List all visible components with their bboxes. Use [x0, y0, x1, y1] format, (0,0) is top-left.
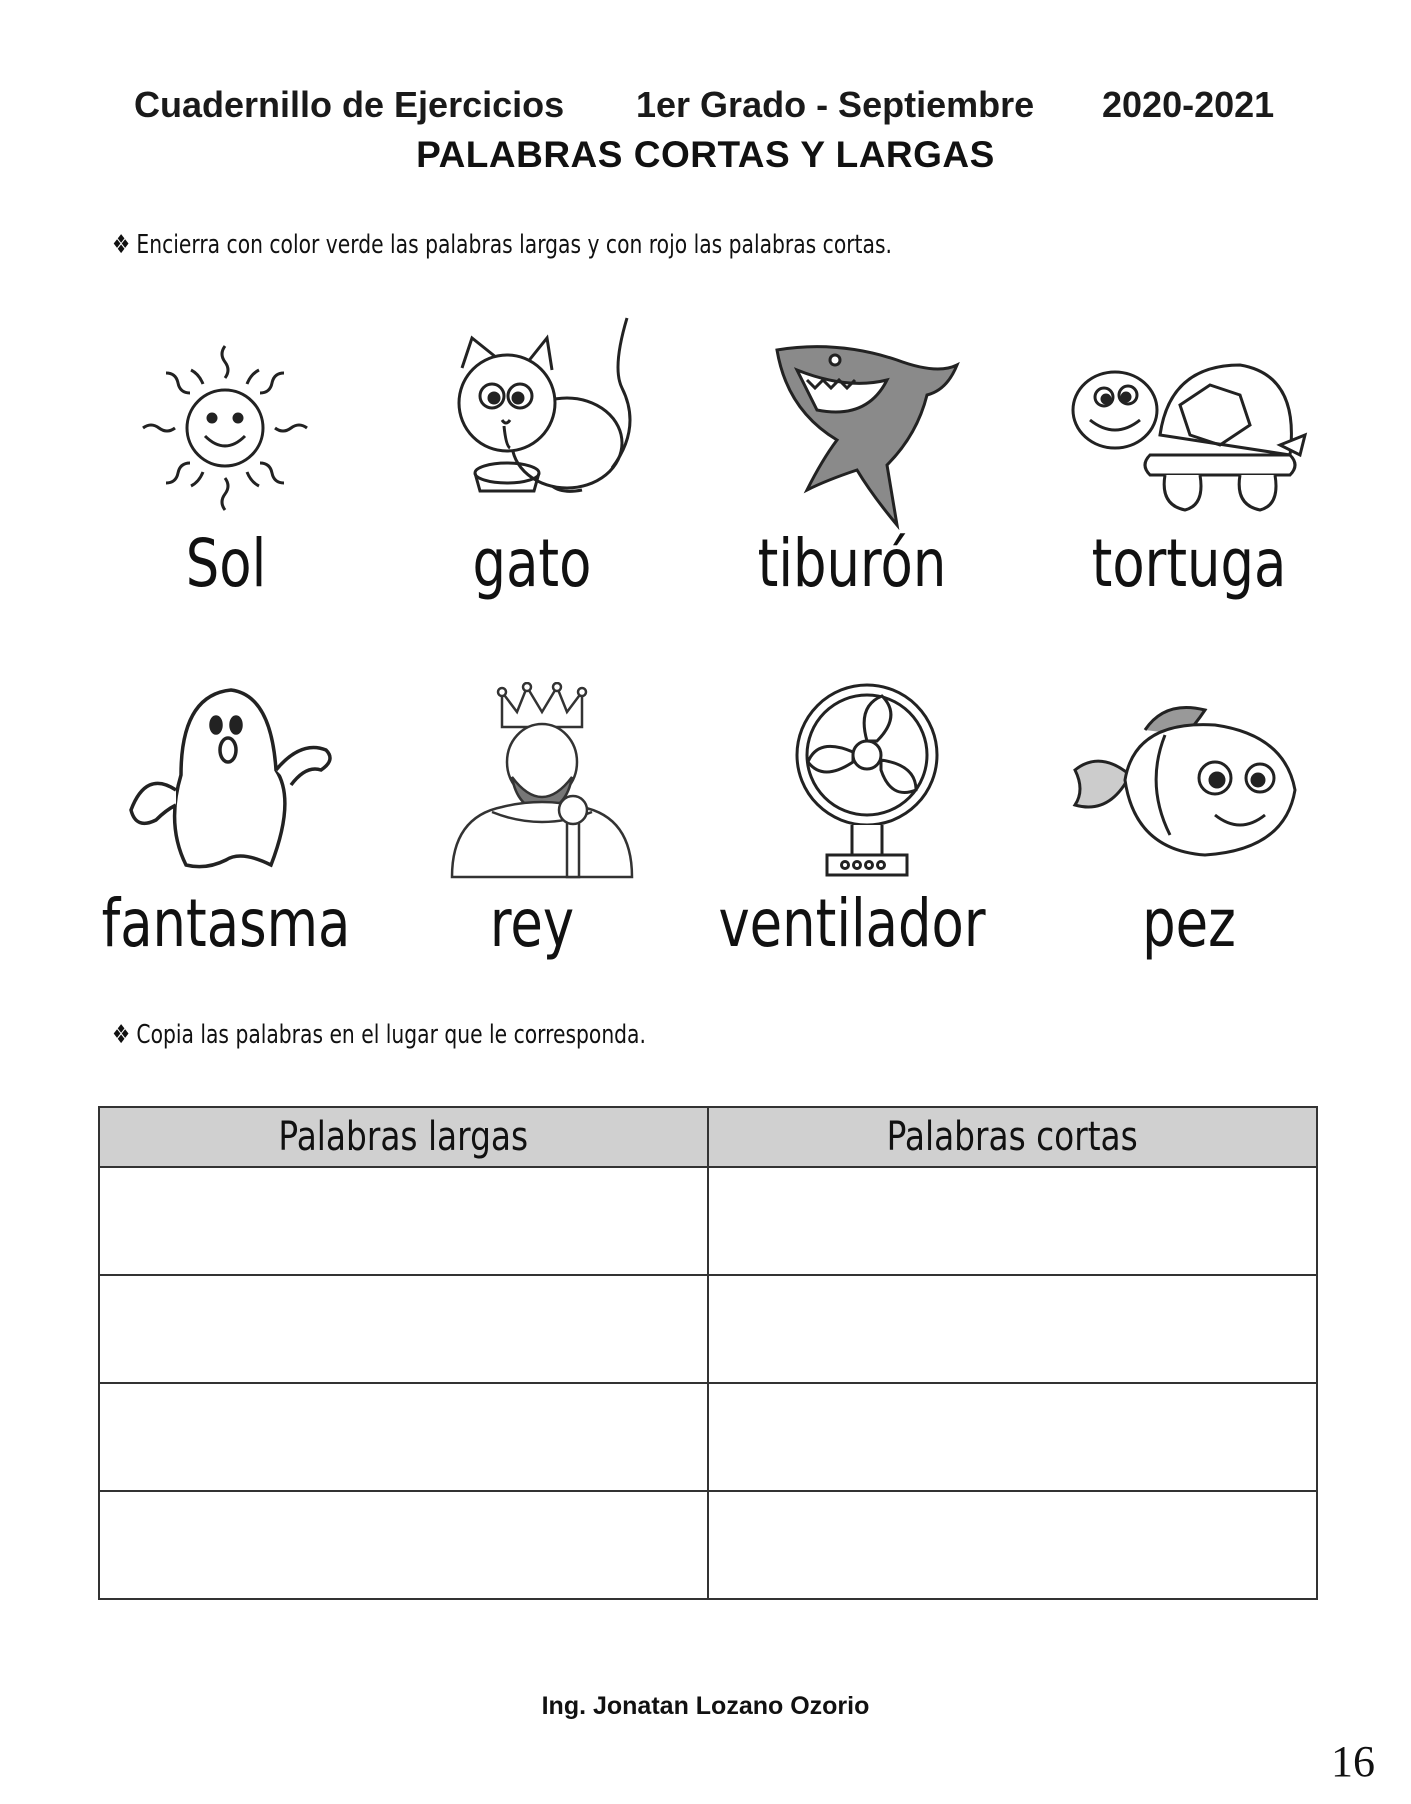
cat-icon: [432, 308, 652, 518]
table-row: [99, 1383, 1317, 1491]
short-word-cell[interactable]: [708, 1167, 1317, 1275]
short-word-cell[interactable]: [708, 1275, 1317, 1383]
instruction-2-text: Copia las palabras en el lugar que le corresponda.: [136, 1020, 646, 1050]
header-long-words-label: Palabras largas: [278, 1114, 529, 1160]
turtle-picture: [1040, 355, 1340, 525]
long-word-cell[interactable]: [99, 1491, 708, 1599]
shark-picture: [717, 330, 1017, 530]
sun-icon: [115, 338, 335, 518]
fish-icon: [1065, 700, 1305, 880]
word-sol: Sol: [185, 525, 267, 602]
cat-picture: [392, 308, 692, 518]
word-fantasma: fantasma: [101, 885, 351, 962]
word-gato: gato: [472, 525, 592, 602]
instruction-1-text: Encierra con color verde las palabras largas y con rojo las palabras cortas.: [136, 230, 892, 260]
grade-month: 1er Grado - Septiembre: [636, 84, 1035, 125]
word-tortuga: tortuga: [1091, 525, 1287, 602]
bullet-icon: ❖: [112, 1020, 131, 1050]
table-row: [99, 1491, 1317, 1599]
sun-picture: [75, 338, 375, 518]
page-title: PALABRAS CORTAS Y LARGAS: [416, 134, 995, 175]
king-icon: [432, 682, 652, 882]
table-row: [99, 1275, 1317, 1383]
table-header-row: [99, 1107, 1317, 1167]
table-row: [99, 1167, 1317, 1275]
ghost-picture: [76, 680, 376, 880]
page-number: 16: [1331, 1737, 1375, 1786]
short-word-cell[interactable]: [708, 1383, 1317, 1491]
header-long-words: [99, 1107, 708, 1167]
turtle-icon: [1070, 355, 1310, 525]
long-word-cell[interactable]: [99, 1275, 708, 1383]
bullet-icon: ❖: [112, 230, 131, 260]
header-short-words: [708, 1107, 1317, 1167]
short-word-cell[interactable]: [708, 1491, 1317, 1599]
fan-icon: [757, 680, 977, 880]
workbook-name: Cuadernillo de Ejercicios: [134, 84, 565, 125]
word-ventilador: ventilador: [718, 885, 986, 962]
header-short-words-label: Palabras cortas: [886, 1114, 1139, 1160]
word-pez: pez: [1142, 885, 1236, 962]
shark-icon: [757, 330, 977, 530]
ghost-icon: [116, 680, 336, 880]
long-word-cell[interactable]: [99, 1383, 708, 1491]
king-picture: [392, 682, 692, 882]
school-year: 2020-2021: [1102, 84, 1275, 125]
fan-picture: [717, 680, 1017, 880]
instruction-2: [112, 1020, 646, 1050]
word-rey: rey: [489, 885, 575, 962]
author-name: Ing. Jonatan Lozano Ozorio: [541, 1692, 870, 1720]
answer-table: [98, 1106, 1318, 1600]
fish-picture: [1035, 700, 1335, 880]
instruction-1: [112, 230, 892, 260]
word-tiburon: tiburón: [757, 525, 947, 602]
long-word-cell[interactable]: [99, 1167, 708, 1275]
